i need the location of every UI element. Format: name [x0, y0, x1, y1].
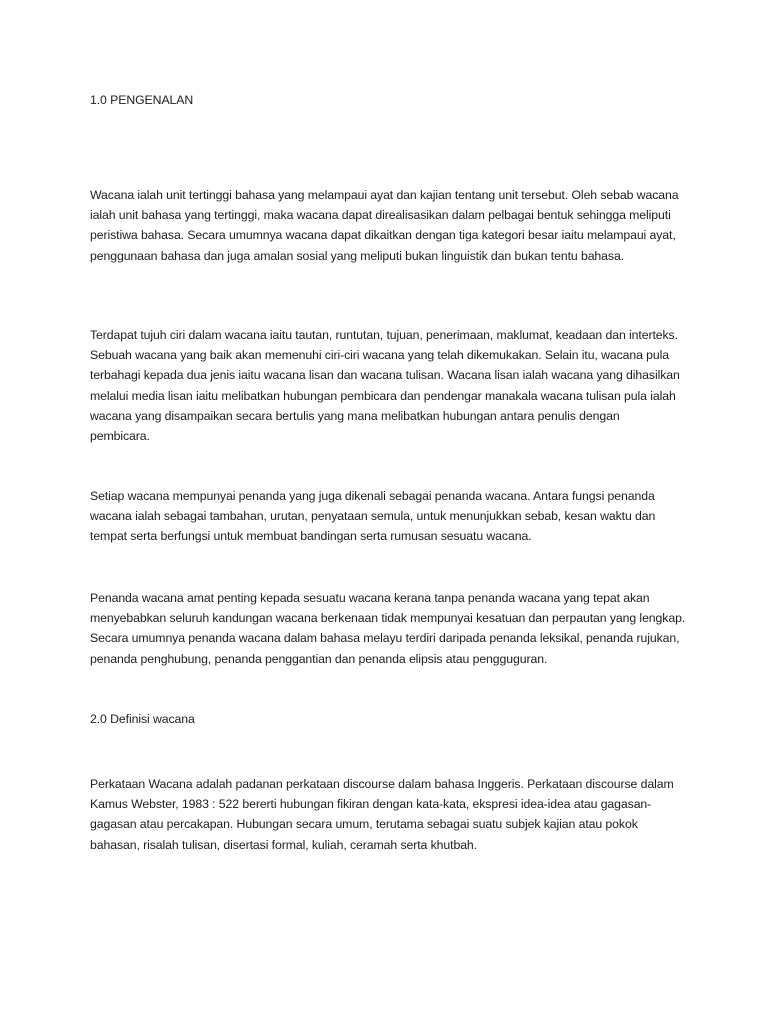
paragraph-ciri-wacana: Terdapat tujuh ciri dalam wacana iaitu tautan, runtutan, tujuan, penerimaan, maklumat, keadaan dan interteks. Sebuah wacana yang baik akan memenuhi ciri-ciri wacana yang telah dikemukakan. Selain itu, wacana pula terbahagi kepada dua jenis iaitu wacana lisan dan wacana tulisan. Wacana lisan ialah wacana yang dihasilkan melalui media lisan iaitu melibatkan hubungan pembicara dan pendengar manakala wacana tulisan pula ialah wacana yang disampaikan secara bertulis yang mana melibatkan hubungan antara penulis dengan pembicara. [90, 328, 680, 444]
paragraph-kepentingan-penanda: Penanda wacana amat penting kepada sesuatu wacana kerana tanpa penanda wacana yang tepat akan menyebabkan seluruh kandungan wacana berkenaan tidak mempunyai kesatuan dan perpautan yang lengkap. Secara umumnya penanda wacana dalam bahasa melayu terdiri daripada penanda leksikal, penanda rujukan, penanda penghubung, penanda penggantian dan penanda elipsis atau pengguguran. [90, 591, 686, 666]
section-heading-pengenalan: 1.0 PENGENALAN [90, 93, 194, 107]
paragraph-definition-intro: Wacana ialah unit tertinggi bahasa yang melampaui ayat dan kajian tentang unit tersebut. Oleh sebab wacana ialah unit bahasa yang tertinggi, maka wacana dapat direalisasikan dalam pelbagai bentuk sehingga meliputi peristiwa bahasa. Secara umumnya wacana dapat dikaitkan dengan tiga kategori besar iaitu melampaui ayat, penggunaan bahasa dan juga amalan sosial yang meliputi bukan linguistik dan bukan tentu bahasa. [90, 188, 679, 263]
paragraph-penanda-wacana: Setiap wacana mempunyai penanda yang juga dikenali sebagai penanda wacana. Antara fungsi penanda wacana ialah sebagai tambahan, urutan, penyataan semula, untuk menunjukkan sebab, kesan waktu dan tempat serta berfungsi untuk membuat bandingan serta rumusan sesuatu wacana. [90, 489, 656, 544]
paragraph-perkataan-wacana: Perkataan Wacana adalah padanan perkataan discourse dalam bahasa Inggeris. Perkataan discourse dalam Kamus Webster, 1983 : 522 bererti hubungan fikiran dengan kata-kata, ekspresi idea-idea atau gagasan-gagasan atau percakapan. Hubungan secara umum, terutama sebagai suatu subjek kajian atau pokok bahasan, risalah tulisan, disertasi formal, kuliah, ceramah serta khutbah. [90, 777, 674, 852]
section-heading-definisi: 2.0 Definisi wacana [90, 712, 195, 726]
